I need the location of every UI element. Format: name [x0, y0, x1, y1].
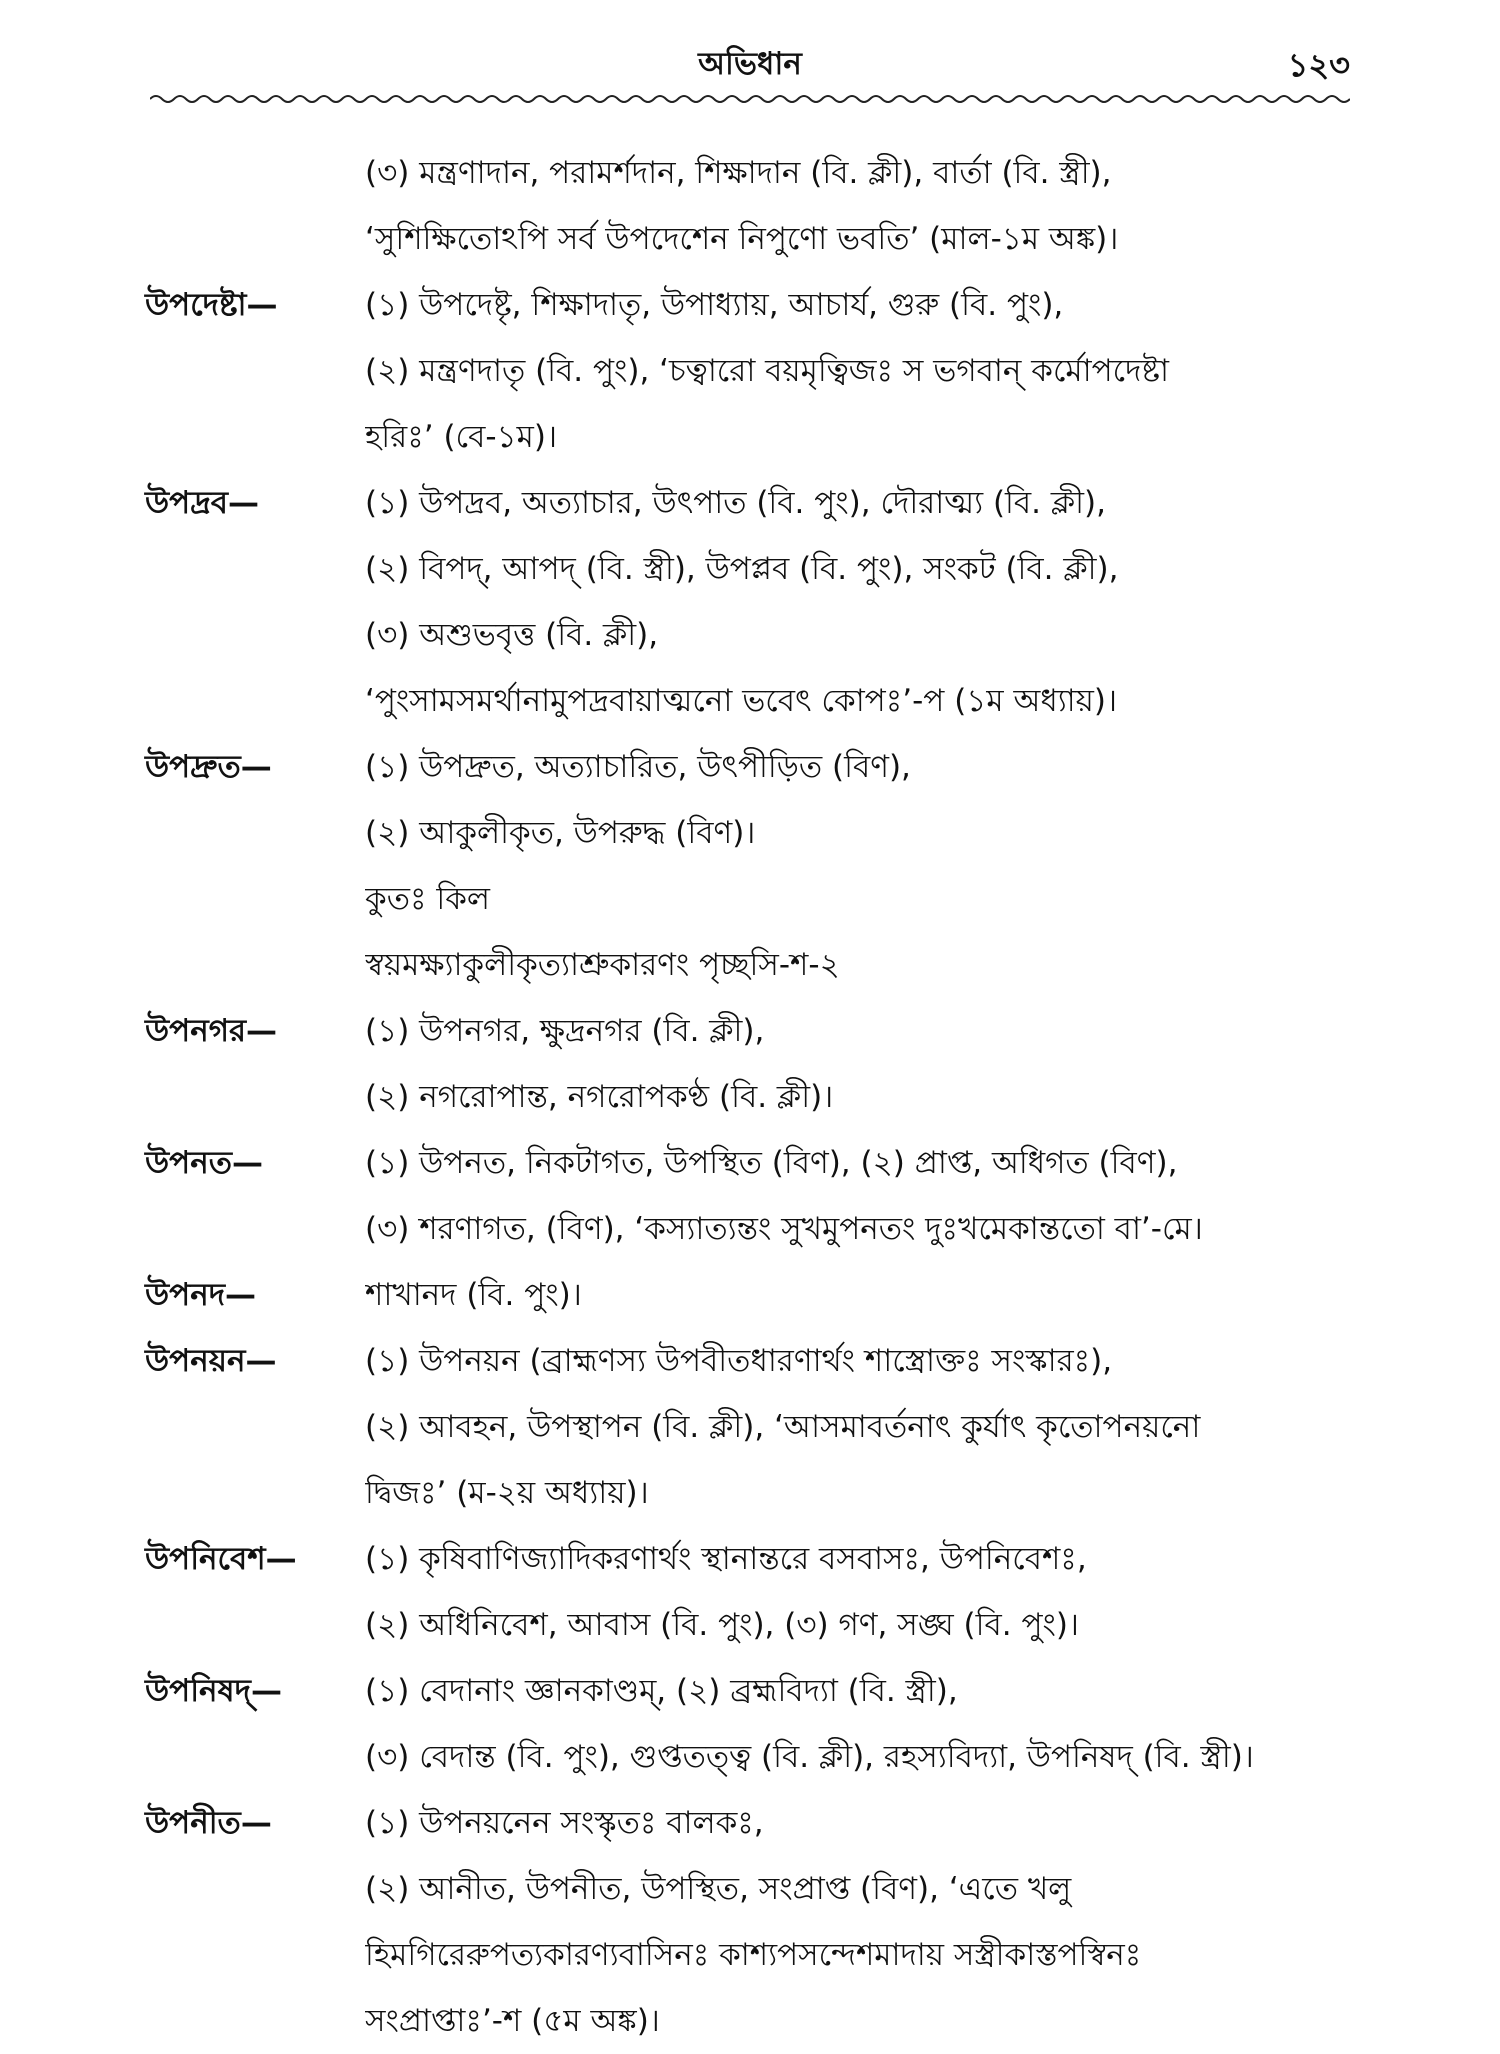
entry-line: (৩) মন্ত্রণাদান, পরামর্শদান, শিক্ষাদান (বি. ক্লী), বার্তা (বি. স্ত্রী),: [365, 155, 1112, 191]
entry-upanibesh: [145, 1526, 1355, 1658]
entry-line: (৩) শরণাগত, (বিণ), ‘কস্যাত্যন্তং সুখমুপনতং দুঃখমেকান্ততো বা’-মে।: [365, 1211, 1203, 1247]
page-header: [150, 40, 1350, 90]
entry-line: স্বয়মক্ষ্যাকুলীকৃত্যাশ্রুকারণং পৃচ্ছসি-শ-২: [365, 947, 840, 983]
entry-line: দ্বিজঃ’ (ম-২য় অধ্যায়)।: [365, 1475, 649, 1511]
headword: উপনয়ন—: [145, 1343, 277, 1379]
headword: উপনীত—: [145, 1805, 272, 1841]
entry-line: (১) কৃষিবাণিজ্যাদিকরণার্থং স্থানান্তরে বসবাসঃ, উপনিবেশঃ,: [365, 1541, 1087, 1577]
entry-line: (১) উপনয়নেন সংস্কৃতঃ বালকঃ,: [365, 1805, 764, 1841]
entry-line: (১) উপনগর, ক্ষুদ্রনগর (বি. ক্লী),: [365, 1013, 765, 1049]
entry-list: [145, 140, 1355, 2054]
entry-line: (১) উপদ্রব, অত্যাচার, উৎপাত (বি. পুং), দৌরাত্ম্য (বি. ক্লী),: [365, 485, 1106, 521]
decorative-wavy-rule: [150, 92, 1350, 106]
entry-upanada: [145, 1262, 1355, 1328]
entry-line: সংপ্রাপ্তাঃ’-শ (৫ম অঙ্ক)।: [365, 2003, 660, 2039]
entry-line: হরিঃ’ (বে-১ম)।: [365, 419, 558, 455]
entry-line: (২) অধিনিবেশ, আবাস (বি. পুং), (৩) গণ, সঙ্ঘ (বি. পুং)।: [365, 1607, 1080, 1643]
entry-upadrab: [145, 470, 1355, 734]
entry-line: (২) আকুলীকৃত, উপরুদ্ধ (বিণ)।: [365, 815, 756, 851]
running-title: অভিধান: [698, 46, 802, 82]
entry-upanagar: [145, 998, 1355, 1130]
entry-line: (৩) বেদান্ত (বি. পুং), গুপ্ততত্ত্ব (বি. ক্লী), রহস্যবিদ্যা, উপনিষদ্ (বি. স্ত্রী)।: [365, 1739, 1254, 1775]
headword: উপনত—: [145, 1145, 263, 1181]
headword: উপদেষ্টা—: [145, 287, 278, 323]
entry-upanayan: [145, 1328, 1355, 1526]
continuation-entry: [145, 140, 1355, 272]
headword: উপনদ—: [145, 1277, 256, 1313]
headword: উপদ্রব—: [145, 485, 260, 521]
entry-upadruta: [145, 734, 1355, 998]
entry-upadeshta: [145, 272, 1355, 470]
entry-line: হিমগিরেরুপত্যকারণ্যবাসিনঃ কাশ্যপসন্দেশমাদায় সস্ত্রীকাস্তপস্বিনঃ: [365, 1937, 1142, 1973]
headword: উপনিবেশ—: [145, 1541, 297, 1577]
entry-line: (২) নগরোপান্ত, নগরোপকণ্ঠ (বি. ক্লী)।: [365, 1079, 834, 1115]
entry-line: (৩) অশুভবৃত্ত (বি. ক্লী),: [365, 617, 659, 653]
entry-line: (২) আবহন, উপস্থাপন (বি. ক্লী), ‘আসমাবর্তনাৎ কুর্যাৎ কৃতোপনয়নো: [365, 1409, 1201, 1445]
headword: উপনগর—: [145, 1013, 278, 1049]
page-number: ১২৩: [1287, 46, 1350, 84]
entry-line: (১) উপনত, নিকটাগত, উপস্থিত (বিণ), (২) প্রাপ্ত, অধিগত (বিণ),: [365, 1145, 1178, 1181]
entry-line: (১) উপনয়ন (ব্রাহ্মণস্য উপবীতধারণার্থং শাস্ত্রোক্তঃ সংস্কারঃ),: [365, 1343, 1113, 1379]
entry-upanita: [145, 1790, 1355, 2054]
headword: উপদ্রুত—: [145, 749, 272, 785]
headword: উপনিষদ্—: [145, 1673, 282, 1709]
entry-line: শাখানদ (বি. পুং)।: [365, 1277, 582, 1313]
entry-line: (২) আনীত, উপনীত, উপস্থিত, সংপ্রাপ্ত (বিণ), ‘এতে খলু: [365, 1871, 1072, 1907]
entry-line: কুতঃ কিল: [365, 881, 490, 917]
entry-line: (১) বেদানাং জ্ঞানকাণ্ডম্, (২) ব্রহ্মবিদ্যা (বি. স্ত্রী),: [365, 1673, 958, 1709]
entry-upanishad: [145, 1658, 1355, 1790]
entry-line: (১) উপদ্রুত, অত্যাচারিত, উৎপীড়িত (বিণ),: [365, 749, 911, 785]
entry-line: (১) উপদেষ্টৃ, শিক্ষাদাতৃ, উপাধ্যায়, আচার্য, গুরু (বি. পুং),: [365, 287, 1064, 323]
entry-line: (২) বিপদ্, আপদ্ (বি. স্ত্রী), উপপ্লব (বি. পুং), সংকট (বি. ক্লী),: [365, 551, 1119, 587]
entry-line: (২) মন্ত্রণদাতৃ (বি. পুং), ‘চত্বারো বয়মৃত্বিজঃ স ভগবান্ কর্মোপদেষ্টা: [365, 353, 1169, 389]
entry-upanata: [145, 1130, 1355, 1262]
entry-line: ‘সুশিক্ষিতোঽপি সর্ব উপদেশেন নিপুণো ভবতি’ (মাল-১ম অঙ্ক)।: [365, 221, 1119, 257]
entry-line: ‘পুংসামসমর্থানামুপদ্রবায়াত্মনো ভবেৎ কোপঃ’-প (১ম অধ্যায়)।: [365, 683, 1118, 719]
